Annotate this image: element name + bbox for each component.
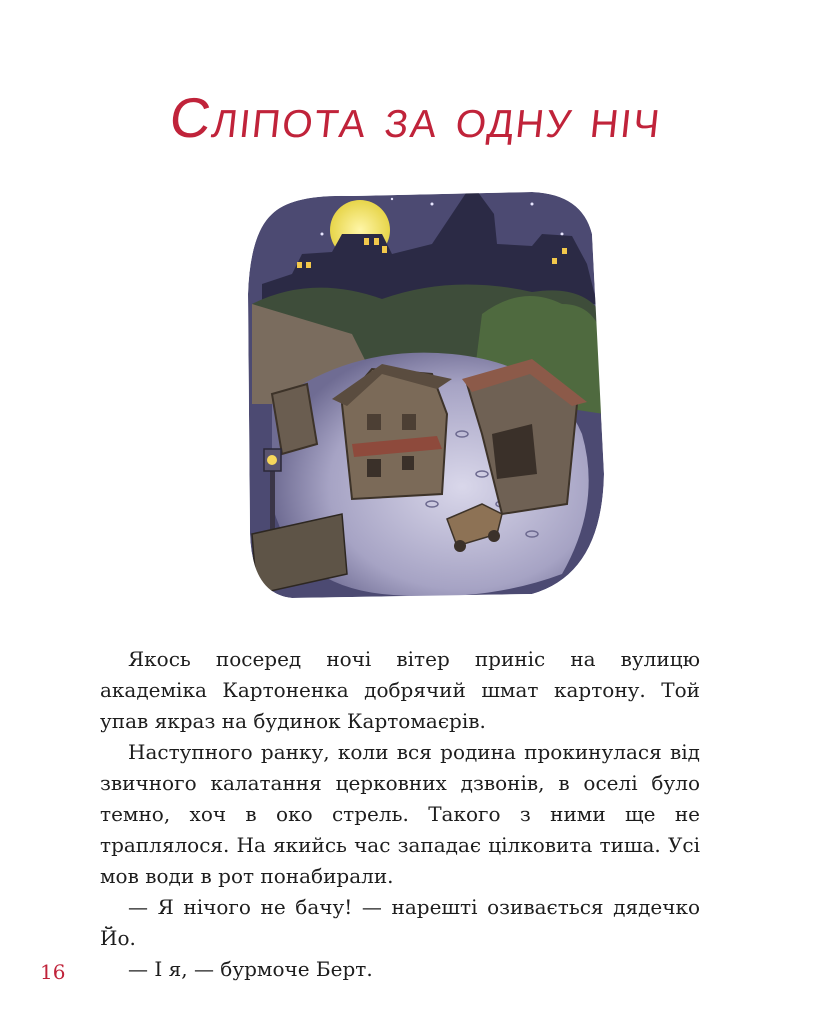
page-number: 16 <box>40 960 66 984</box>
dialogue-line-1: — Я нічого не бачу! — нарешті озивається дядечко Йо. <box>100 895 700 950</box>
body-text <box>100 644 700 985</box>
paragraph-1: Якось посеред ночі вітер приніс на вулицю академіка Картоненка добрячий шмат картону. Той упав якраз на будинок Картомаєрів. <box>100 647 700 733</box>
night-town-drawing <box>232 174 612 610</box>
paragraph-2: Наступного ранку, коли вся родина прокинулася від звичного калатання церковних дзвонів, в оселі було темно, хоч в око стрель. Такого з ними ще не траплялося. На якийсь час западає цілковита тиша. Усі мов води в рот понабирали. <box>100 740 700 888</box>
dialogue-line-2: — І я, — бурмоче Берт. <box>128 957 373 981</box>
chapter-title: Сліпота за одну ніч <box>166 86 666 149</box>
night-town-illustration <box>232 174 612 610</box>
